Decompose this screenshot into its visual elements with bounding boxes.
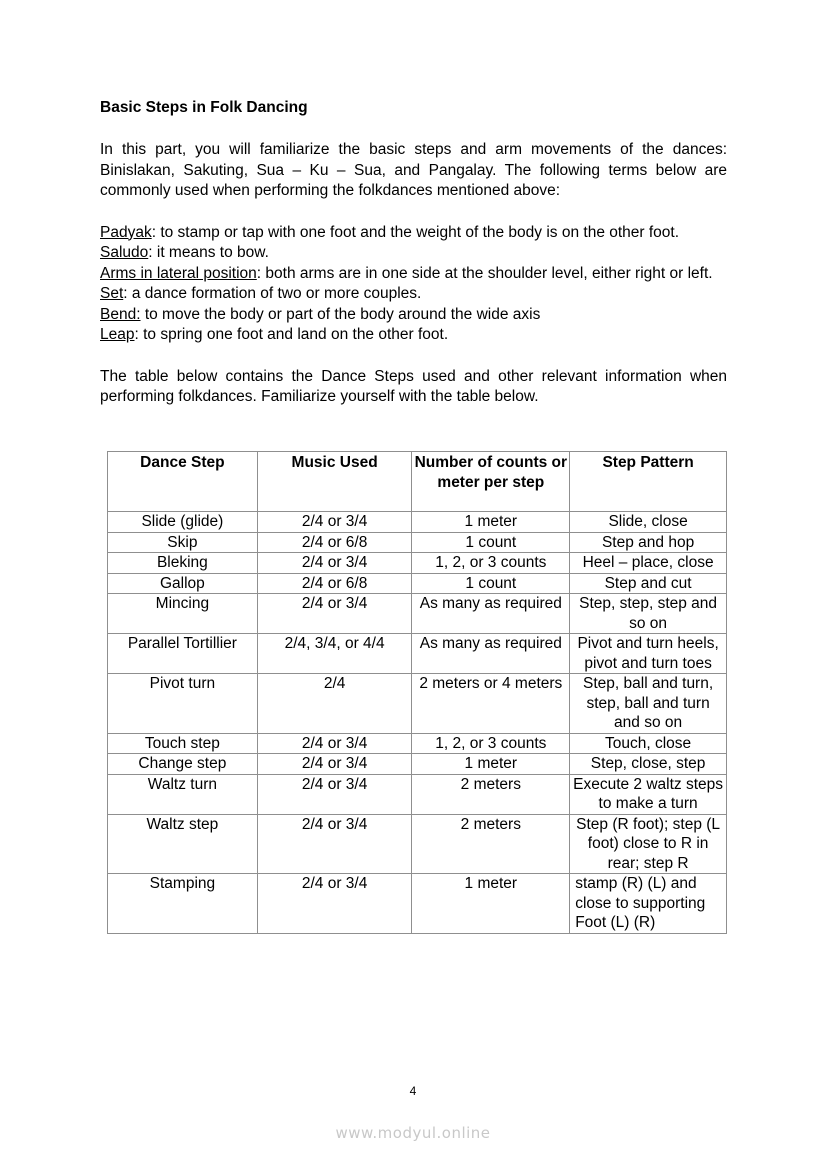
cell-counts: 1, 2, or 3 counts bbox=[412, 733, 570, 754]
cell-counts: As many as required bbox=[412, 634, 570, 674]
cell-music-used: 2/4 or 3/4 bbox=[257, 733, 412, 754]
table-row bbox=[108, 754, 727, 775]
term-name: Bend: bbox=[100, 305, 141, 323]
table-row bbox=[108, 594, 727, 634]
cell-music-used: 2/4 or 3/4 bbox=[257, 814, 412, 874]
cell-dance-step: Mincing bbox=[108, 594, 258, 634]
cell-dance-step: Waltz step bbox=[108, 814, 258, 874]
table-row bbox=[108, 553, 727, 574]
term-name: Padyak bbox=[100, 223, 152, 241]
table-row bbox=[108, 532, 727, 553]
cell-step-pattern: Touch, close bbox=[570, 733, 727, 754]
cell-dance-step: Pivot turn bbox=[108, 674, 258, 734]
term-name: Leap bbox=[100, 326, 135, 343]
header-music-used: Music Used bbox=[257, 452, 412, 512]
cell-counts: 1, 2, or 3 counts bbox=[412, 553, 570, 574]
cell-step-pattern: Slide, close bbox=[570, 512, 727, 533]
cell-music-used: 2/4 or 6/8 bbox=[257, 532, 412, 553]
cell-music-used: 2/4 bbox=[257, 674, 412, 734]
dance-steps-table bbox=[107, 451, 727, 934]
term-definition: : a dance formation of two or more couples. bbox=[123, 285, 422, 302]
header-counts: Number of counts or meter per step bbox=[412, 452, 570, 512]
cell-step-pattern: stamp (R) (L) and close to supporting Foot (L) (R) bbox=[570, 874, 727, 934]
cell-counts: 1 meter bbox=[412, 512, 570, 533]
cell-step-pattern: Execute 2 waltz steps to make a turn bbox=[570, 774, 727, 814]
cell-step-pattern: Pivot and turn heels, pivot and turn toes bbox=[570, 634, 727, 674]
table-intro-paragraph: The table below contains the Dance Steps used and other relevant information when performing folkdances. Familiarize yourself with the table below. bbox=[100, 367, 727, 405]
header-dance-step: Dance Step bbox=[108, 452, 258, 512]
table-row bbox=[108, 573, 727, 594]
cell-counts: 2 meters or 4 meters bbox=[412, 674, 570, 734]
term-name: Saludo bbox=[100, 244, 149, 261]
term-item bbox=[100, 264, 727, 285]
term-definition: : to spring one foot and land on the other foot. bbox=[134, 326, 449, 343]
term-item bbox=[100, 305, 727, 326]
term-name: Set bbox=[100, 285, 124, 302]
cell-step-pattern: Step, step, step and so on bbox=[570, 594, 727, 634]
intro-paragraph: In this part, you will familiarize the basic steps and arm movements of the dances: Binislakan, Sakuting, Sua – Ku – Sua, and Pangalay. The following terms below are commonly used when performing the folkdances mentioned above: bbox=[100, 141, 727, 199]
table-row bbox=[108, 674, 727, 734]
cell-counts: 1 meter bbox=[412, 754, 570, 775]
cell-counts: 2 meters bbox=[412, 774, 570, 814]
cell-counts: 1 count bbox=[412, 573, 570, 594]
cell-music-used: 2/4 or 3/4 bbox=[257, 774, 412, 814]
cell-step-pattern: Step and hop bbox=[570, 532, 727, 553]
page-title: Basic Steps in Folk Dancing bbox=[100, 99, 308, 116]
cell-dance-step: Waltz turn bbox=[108, 774, 258, 814]
cell-music-used: 2/4, 3/4, or 4/4 bbox=[257, 634, 412, 674]
cell-dance-step: Gallop bbox=[108, 573, 258, 594]
table-row bbox=[108, 733, 727, 754]
term-name: Arms in lateral position bbox=[100, 264, 257, 282]
cell-music-used: 2/4 or 3/4 bbox=[257, 594, 412, 634]
term-definition: : both arms are in one side at the shoulder level, either right or left. bbox=[256, 264, 713, 282]
table-row bbox=[108, 774, 727, 814]
cell-dance-step: Slide (glide) bbox=[108, 512, 258, 533]
cell-dance-step: Stamping bbox=[108, 874, 258, 934]
cell-step-pattern: Step (R foot); step (L foot) close to R in rear; step R bbox=[570, 814, 727, 874]
cell-dance-step: Change step bbox=[108, 754, 258, 775]
terms-list bbox=[100, 223, 727, 346]
cell-counts: 1 count bbox=[412, 532, 570, 553]
cell-music-used: 2/4 or 3/4 bbox=[257, 553, 412, 574]
table-header-row bbox=[108, 452, 727, 512]
cell-step-pattern: Heel – place, close bbox=[570, 553, 727, 574]
table-row bbox=[108, 512, 727, 533]
cell-dance-step: Touch step bbox=[108, 733, 258, 754]
cell-music-used: 2/4 or 6/8 bbox=[257, 573, 412, 594]
term-definition: to move the body or part of the body around the wide axis bbox=[140, 305, 541, 323]
table-row bbox=[108, 634, 727, 674]
cell-dance-step: Skip bbox=[108, 532, 258, 553]
table-row bbox=[108, 814, 727, 874]
cell-step-pattern: Step and cut bbox=[570, 573, 727, 594]
term-item bbox=[100, 243, 727, 264]
term-item bbox=[100, 284, 727, 305]
term-definition: : to stamp or tap with one foot and the weight of the body is on the other foot. bbox=[151, 223, 680, 241]
cell-music-used: 2/4 or 3/4 bbox=[257, 512, 412, 533]
watermark: www.modyul.online bbox=[335, 1124, 491, 1142]
cell-step-pattern: Step, ball and turn, step, ball and turn and so on bbox=[570, 674, 727, 734]
term-definition: : it means to bow. bbox=[148, 244, 269, 261]
term-item bbox=[100, 325, 727, 346]
cell-dance-step: Parallel Tortillier bbox=[108, 634, 258, 674]
page-content bbox=[100, 98, 727, 408]
cell-step-pattern: Step, close, step bbox=[570, 754, 727, 775]
cell-counts: As many as required bbox=[412, 594, 570, 634]
table-row bbox=[108, 874, 727, 934]
cell-music-used: 2/4 or 3/4 bbox=[257, 874, 412, 934]
cell-dance-step: Bleking bbox=[108, 553, 258, 574]
page-number: 4 bbox=[409, 1084, 417, 1098]
cell-counts: 1 meter bbox=[412, 874, 570, 934]
header-step-pattern: Step Pattern bbox=[570, 452, 727, 512]
cell-music-used: 2/4 or 3/4 bbox=[257, 754, 412, 775]
cell-counts: 2 meters bbox=[412, 814, 570, 874]
term-item bbox=[100, 223, 727, 244]
